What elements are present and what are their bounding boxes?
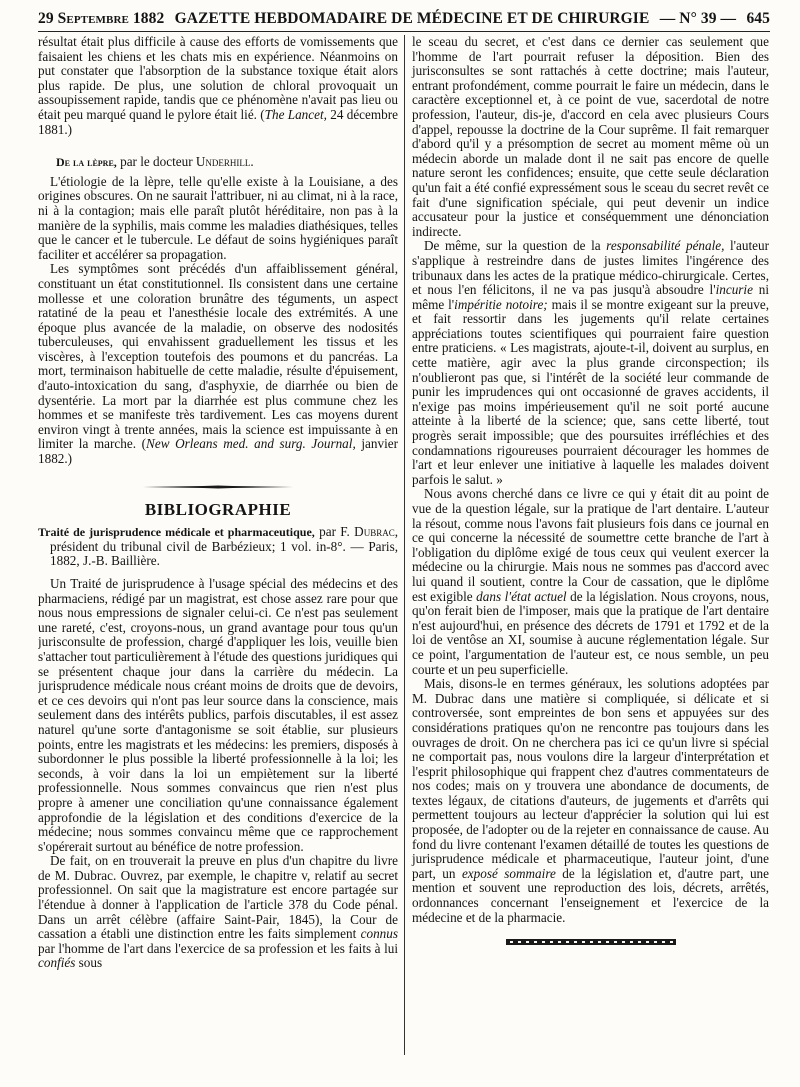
- paragraph-lepre-1: L'étiologie de la lèpre, telle qu'elle existe à la Louisiane, a des origines obscures. On ne saurait l'attribuer, ni au climat, ni à la race, ni à la contagion; mais elle paraît plutôt héréditaire, non pas à la manière de la syphilis, mais comme les maladies diathésiques, telles que le cancer et le tubercule. Le défaut de soins hygiéniques paraît faciliter et accélérer sa propagation.: [38, 173, 398, 262]
- running-header: [38, 10, 770, 32]
- paragraph-lepre-2: Les symptômes sont précédés d'un affaiblissement général, constituant un état constitutionnel. Ils consistent dans une certaine mollesse et une coloration brunâtre des téguments, un aspect ratatiné de la peau et l'anesthésie locale des extrémités. A une époque plus avancée de la maladie, on observe des nodosités tuberculeuses, qui envahissent graduellement les tissus et les viscères, à l'exception toutefois des poumons et du pancréas. La mort, terminaison habituelle de cette maladie, résulte d'épuisement, d'auto-intoxication du sang, d'asphyxie, de diarrhée ou bien de dysentérie. La mort par la diarrhée est plus commune chez les hommes et se manifeste très tardivement. Les cas moyens durent environ vingt à trente années, mais la science est impuissante à en limiter la marche. (New Orleans med. and surg. Journal, janvier 1882.): [38, 261, 398, 467]
- article-author: Underhill.: [195, 154, 254, 170]
- left-column: [38, 35, 405, 1055]
- book-author: Dubrac,: [354, 524, 399, 540]
- page-number: 645: [746, 10, 770, 27]
- paragraph-conclusion: Mais, disons-le en termes généraux, les solutions adoptées par M. Dubrac dans une matière si compliquée, si délicate et si controversée, sont empreintes de bon sens et appuyées sur des considérations pratiques qu'on ne rencontre pas toujours dans les ouvrages de droit. On ne cherchera pas ici ce qu'un livre si spécial ne comportait pas, nous voulons dire la largeur d'interprétation et l'esprit philosophique qui frappent chez d'autres commentateurs de nos codes; mais on y trouvera une abondance de documents, de textes légaux, de citations d'auteurs, de jugements et d'arrêts qui permettent toujours au lecteur d'apprécier la solution qui lui est proposée, de l'adopter ou de la rejeter en connaissance de cause. Au fond du livre contenant l'examen détaillé de toutes les questions de jurisprudence médicale et pharmaceutique, l'auteur joint, d'une part, un exposé sommaire de la législation et, d'autre part, une mention et souvent une reproduction des lois, décrets, arrêtés, ordonnances concernant l'enseignement et l'exercice de la médecine et de la pharmacie.: [412, 676, 769, 925]
- paragraph-secret: le sceau du secret, et c'est dans ce dernier cas seulement que l'homme de l'art pourrait refuser la déposition. Bien des jurisconsultes se sont rattachés à cette doctrine; mais l'auteur, entrant profondément, comme pourrait le faire un médecin, dans le caractère exceptionnel et, à ce point de vue, sacerdotal de notre profession, l'auteur, dis-je, d'accord en cela avec plusieurs Cours d'appel, repousse la doctrine de la Cour suprême. Il fait remarquer d'abord qu'il y a présomption de secret au moment même où un médecin aborde un malade dont il ne sait pas encore de quelle nature seront les confidences; ensuite, que cette seule déclaration qu'un fait a été confié expressément sous le sceau du secret revêt ce fait d'une signification spéciale, qui peut devenir un indice accusateur pour la justice et conséquemment une dénonciation indirecte.: [412, 35, 769, 239]
- paragraph-review-2: De fait, on en trouverait la preuve en plus d'un chapitre du livre de M. Dubrac. Ouvrez, par exemple, le chapitre v, relatif au secret professionnel. On sait que la magistrature est encore partagée sur l'étendue à donner à l'application de l'article 378 du Code pénal. Dans un arrêt célèbre (affaire Saint-Pair, 1845), la Cour de cassation a établi une distinction entre les faits simplement connus par l'homme de l'art dans l'exercice de sa profession et les faits à lui confiés sous: [38, 853, 398, 971]
- end-divider-ornament: [506, 939, 676, 945]
- header-date: 29 Septembre 1882: [38, 10, 165, 27]
- book-entry: Traité de jurisprudence médicale et pharmaceutique, par F. Dubrac, président du tribunal civil de Barbézieux; 1 vol. in-8°. — Paris, 1882, J.-B. Baillière.: [38, 524, 399, 569]
- right-column: [405, 35, 769, 1055]
- issue-number: — N° 39 —: [659, 10, 737, 27]
- paragraph-chloral: résultat était plus difficile à cause des efforts de vomissements que faisaient les chiens et les chats mis en expérience. Néanmoins on put constater que l'absorption de la substance toxique était alors plus rapide. De plus, une solution de chloral provoquait un assoupissement rapide, tandis que ce phénomène n'avait pas lieu ou était peu marqué quand le pylore était lié. (The Lancet, 24 décembre 1881.): [38, 35, 398, 137]
- section-heading-bibliographie: BIBLIOGRAPHIE: [144, 499, 292, 519]
- citation-lancet: The Lancet,: [264, 106, 327, 122]
- journal-title: GAZETTE HEBDOMADAIRE DE MÉDECINE ET DE CHIRURGIE: [174, 10, 650, 27]
- two-column-body: [38, 35, 770, 1055]
- paragraph-review-1: Un Traité de jurisprudence à l'usage spécial des médecins et des pharmaciens, rédigé par un magistrat, est chose assez rare pour que nous nous empressions de signaler celui-ci. Ce n'est pas seulement une rareté, c'est, croyons-nous, un grand avantage pour tous qu'un jurisconsulte de profession, chargé d'appliquer les lois, veuille bien s'attacher tout particulièrement à l'étude des questions juridiques qui se présentent chaque jour dans la carrière du médecin. La jurisprudence médicale nous créant moins de droits que de devoirs, et ce ces devoirs qui n'ont pas leur source dans la conscience, mais seulement dans des intérêts publics, parfois discutables, il est assez naturel qu'une sorte d'antagonisme se soit établie, sur plusieurs points, entre les magistrats et les médecins: les premiers, disposés à subordonner le plus possible la liberté professionnelle à la loi; les seconds, à voir dans la loi un empiètement sur la liberté professionnelle. Nous sommes convaincus que rien n'est plus propre à amener une conciliation qu'une connaissance également approfondie de la législation et des conditions d'exercice de la médecine; nous sommes convaincu même que ce rapprochement s'opérerait surtout au bénéfice de notre profession.: [38, 576, 398, 854]
- section-divider-ornament: [143, 485, 293, 489]
- paragraph-responsabilite: De même, sur la question de la responsabilité pénale, l'auteur s'applique à restreindre dans de justes limites l'ingérence des tribunaux dans les actes de la pratique médico-chirurgicale. Certes, et nous l'en félicitons, il ne va pas jusqu'à absoudre l'incurie ni même l'impéritie notoire; mais il se montre exigeant sur la preuve, et fait ressortir dans les jugements qu'il relate certaines appréciations toutes scientifiques qui pourraient faire question entre praticiens. « Les magistrats, ajoute-t-il, doivent au surplus, en cette matière, agir avec la plus grande circonspection; ils n'oublieront pas que, si l'intérêt de la société leur commande de punir les imprudences qui ont occasionné de graves accidents, il n'exige pas moins impérieusement qu'il ne soit porté aucune atteinte à la liberté de la science; que, sans cette liberté, tout progrès serait impossible; que des poursuites irréfléchies et des condamnations rigoureuses pourraient décourager les hommes de l'art et leur enlever une initiative à laquelle les malades doivent parfois le salut. »: [412, 238, 769, 487]
- paragraph-art-dentaire: Nous avons cherché dans ce livre ce qui y était dit au point de vue de la question légale, sur la pratique de l'art dentaire. L'auteur la résout, comme nous l'avons fait plusieurs fois dans ce journal en ce qui concerne la nécessité de soumettre cette branche de l'art à l'obligation du diplôme exigé de tous ceux qui veulent exercer la médecine ou la chirurgie. Mais nous ne sommes pas d'accord avec lui quand il soutient, contre la Cour de cassation, que le diplôme est exigible dans l'état actuel de la législation. Nous croyons, nous, qu'on ferait bien de l'imposer, mais que la pratique de l'art dentaire n'est aujourd'hui, en présence des décrets de 1791 et 1792 et de la loi de ventôse an XI, soumise à aucune réglementation légale. Sur ce point, l'argumentation de l'auteur est, ce nous semble, un peu courte et un peu superficielle.: [412, 486, 769, 677]
- article-title-lepre: De la lèpre, par le docteur Underhill.: [56, 154, 254, 170]
- citation-new-orleans: New Orleans med. and surg. Journal,: [146, 436, 356, 452]
- book-title: Traité de jurisprudence médicale et pharmaceutique,: [38, 525, 315, 540]
